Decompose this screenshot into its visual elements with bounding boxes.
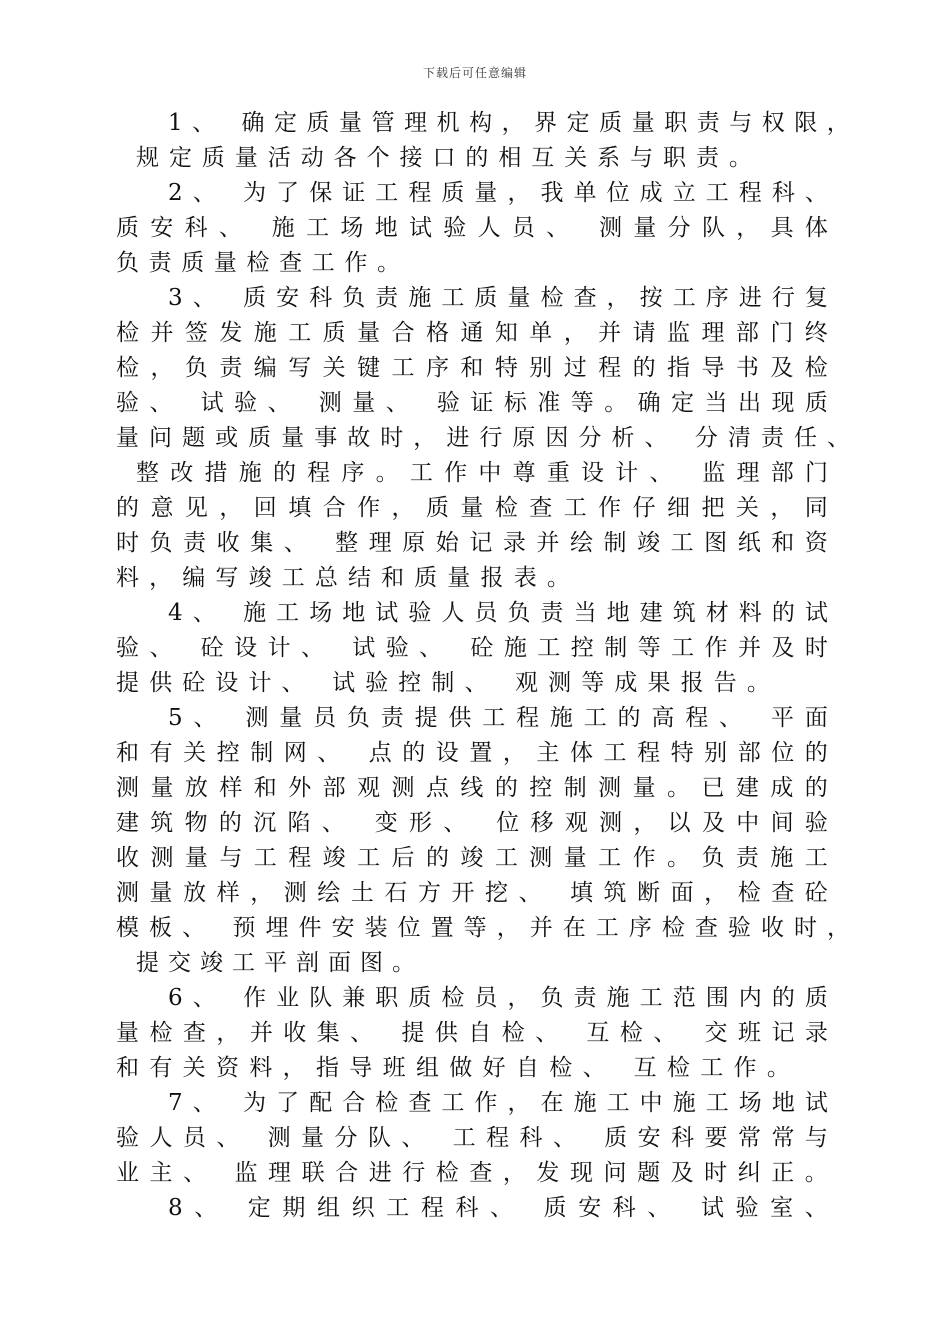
text-line: 整 改 措 施 的 程 序 。 工 作 中 尊 重 设 计 、 监 理 部 门 [136,460,828,486]
text-line: 料 ， 编 写 竣 工 总 结 和 质 量 报 表 。 [116,565,570,591]
text-line: 5 、 测 量 员 负 责 提 供 工 程 施 工 的 高 程 、 平 面 [168,705,828,731]
text-line: 建 筑 物 的 沉 陷 、 变 形 、 位 移 观 测 ， 以 及 中 间 验 [116,810,828,836]
text-line: 和 有 关 控 制 网 、 点 的 设 置 ， 主 体 工 程 特 别 部 位 的 [116,740,828,766]
page-header: 下载后可任意编辑 [422,66,527,80]
text-line: 7 、 为 了 配 合 检 查 工 作 ， 在 施 工 中 施 工 场 地 试 [168,1090,828,1116]
text-line: 验 、 砼 设 计 、 试 验 、 砼 施 工 控 制 等 工 作 并 及 时 [116,635,828,661]
text-line: 负 责 质 量 检 查 工 作 。 [116,250,400,276]
text-line: 的 意 见 ， 回 填 合 作 ， 质 量 检 查 工 作 仔 细 把 关 ， 同 [116,495,828,521]
text-line: 8 、 定 期 组 织 工 程 科 、 质 安 科 、 试 验 室 、 [168,1195,828,1221]
text-line: 测 量 放 样 ， 测 绘 土 石 方 开 挖 、 填 筑 断 面 ， 检 查 砼 [116,880,828,906]
text-line: 和 有 关 资 料 ， 指 导 班 组 做 好 自 检 、 互 检 工 作 。 [116,1055,790,1081]
text-line: 提 供 砼 设 计 、 试 验 控 制 、 观 测 等 成 果 报 告 。 [116,670,770,696]
text-line: 检 并 签 发 施 工 质 量 合 格 通 知 单 ， 并 请 监 理 部 门 终 [116,320,828,346]
text-line: 2 、 为 了 保 证 工 程 质 量 ， 我 单 位 成 立 工 程 科 、 [168,180,828,206]
text-line: 4 、 施 工 场 地 试 验 人 员 负 责 当 地 建 筑 材 料 的 试 [168,600,828,626]
text-line: 量 问 题 或 质 量 事 故 时 ， 进 行 原 因 分 析 、 分 清 责 任 、 [116,425,850,451]
text-line: 验 、 试 验 、 测 量 、 验 证 标 准 等 。 确 定 当 出 现 质 [116,390,828,416]
text-line: 量 检 查 ， 并 收 集 、 提 供 自 检 、 互 检 、 交 班 记 录 [116,1020,828,1046]
text-line: 质 安 科 、 施 工 场 地 试 验 人 员 、 测 量 分 队 ， 具 体 [116,215,828,241]
text-line: 提 交 竣 工 平 剖 面 图 。 [136,950,415,976]
text-line: 规 定 质 量 活 动 各 个 接 口 的 相 互 关 系 与 职 责 。 [136,145,752,171]
text-line: 3 、 质 安 科 负 责 施 工 质 量 检 查 ， 按 工 序 进 行 复 [168,285,828,311]
text-line: 验 人 员 、 测 量 分 队 、 工 程 科 、 质 安 科 要 常 常 与 [116,1125,828,1151]
text-line: 模 板 、 预 埋 件 安 装 位 置 等 ， 并 在 工 序 检 查 验 收 时 ， [116,915,850,941]
text-line: 收 测 量 与 工 程 竣 工 后 的 竣 工 测 量 工 作 。 负 责 施 工 [116,845,828,871]
text-line: 测 量 放 样 和 外 部 观 测 点 线 的 控 制 测 量 。 已 建 成 的 [116,775,828,801]
text-line: 6 、 作 业 队 兼 职 质 检 员 ， 负 责 施 工 范 围 内 的 质 [168,985,828,1011]
text-line: 时 负 责 收 集 、 整 理 原 始 记 录 并 绘 制 竣 工 图 纸 和 资 [116,530,828,556]
text-line: 1 、 确 定 质 量 管 理 机 构 ， 界 定 质 量 职 责 与 权 限 ， [168,110,850,136]
text-line: 检 ， 负 责 编 写 关 键 工 序 和 特 别 过 程 的 指 导 书 及 检 [116,355,828,381]
text-line: 业 主 、 监 理 联 合 进 行 检 查 ， 发 现 问 题 及 时 纠 正 。 [116,1160,828,1186]
